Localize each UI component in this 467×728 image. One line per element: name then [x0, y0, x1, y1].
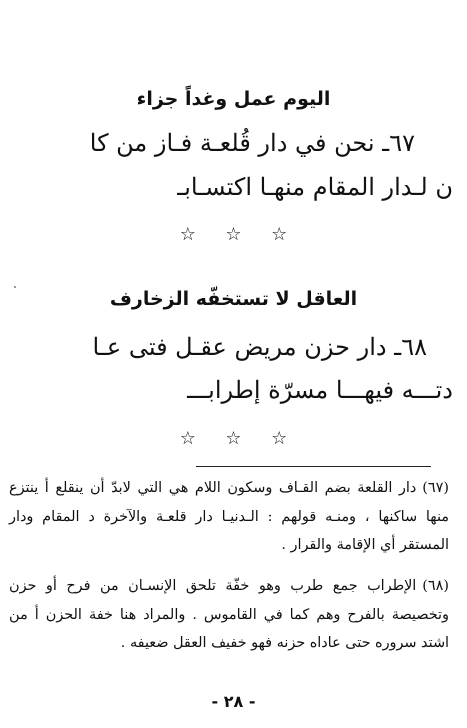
footnote-number: (٦٧) [422, 480, 449, 496]
star-icon: ☆ [179, 224, 196, 245]
footnote-68 [9, 572, 449, 658]
page-number: - ٢٨ - [211, 692, 256, 711]
star-icon: ☆ [271, 224, 288, 245]
star-icon: ☆ [271, 428, 288, 449]
star-divider-2 [0, 428, 467, 449]
footnote-67 [9, 474, 449, 560]
footnote-text: دار القلعة بضم القـاف وسكون اللام هي التي لابدّ أن ينقلع أ ينتزع منها ساكنها ، ومنـه قولهم : الـدنيـا دار قلعـة والآخرة د المقام ودار المستقر أي الإقامة والقرار . [9, 480, 449, 553]
star-divider-1 [0, 224, 467, 245]
footnote-number: (٦٨) [422, 578, 449, 594]
footnote-separator [196, 466, 431, 467]
verse-68-line-1: ٦٨ـ دار حزن مريض عقـل فتى عـا [92, 333, 427, 361]
star-icon: ☆ [179, 428, 196, 449]
verse-67-line-2: ن لـدار المقام منهـا اكتسـابـ [177, 173, 453, 201]
verse-67-line-1: ٦٧ـ نحن في دار قُلعـة فـاز من كا [89, 129, 415, 157]
section-title-2: العاقل لا تستخفّه الزخارف [109, 288, 358, 310]
star-icon: ☆ [225, 428, 242, 449]
verse-68-line-2: دتـــه فيهـــا مسرّة إطرابـــ [187, 376, 453, 404]
section-title-1: اليوم عمل وغداً جزاء [136, 88, 331, 110]
star-icon: ☆ [225, 224, 242, 245]
footnote-text: الإطراب جمع طرب وهو خفّة تلحق الإنسـان من فرح أو حزن وتخصيصة بالفرح وهم كما في القاموس . والمراد هنا خفة الحزن أ من اشتد سروره حتى عاداه حزنه فهو خفيف العقل ضعيفه . [9, 578, 449, 651]
